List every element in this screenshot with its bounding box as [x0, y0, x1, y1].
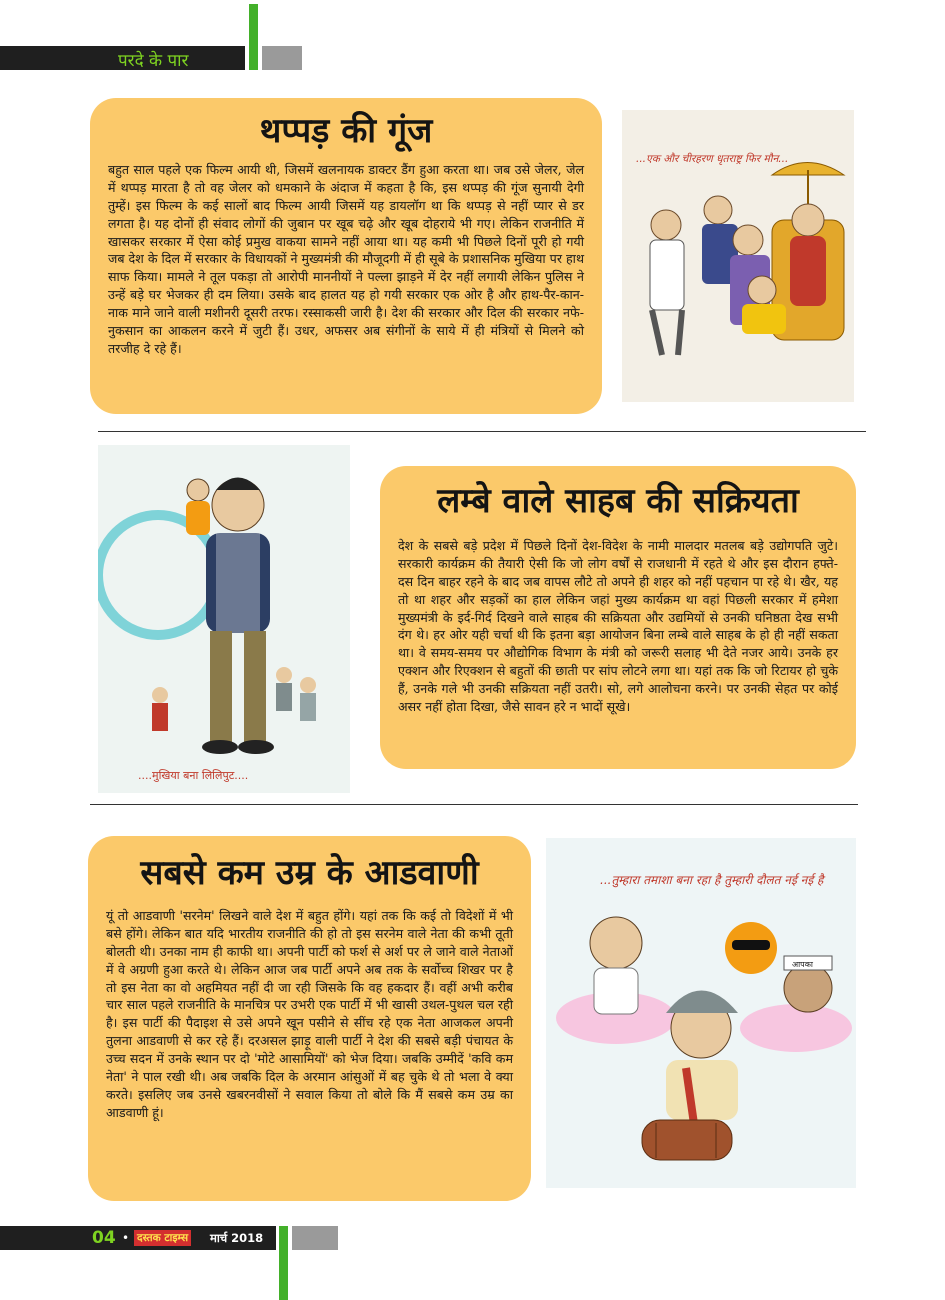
header-grey-block [262, 46, 302, 70]
cartoon-3 [546, 838, 856, 1188]
article-title-2: लम्बे वाले साहब की सक्रियता [437, 481, 799, 521]
cartoon-2 [98, 445, 350, 793]
section-title: परदे के पार [118, 51, 189, 71]
cartoon-1-caption: ...एक और चीरहरण धृतराष्ट्र फिर मौन... [636, 153, 789, 165]
cartoon-2-caption: ....मुखिया बना लिलिपुट.... [138, 769, 249, 782]
footer-bullet: • [122, 1231, 130, 1245]
divider-2 [90, 804, 858, 805]
cartoon-2-illustration [98, 445, 350, 793]
article-box-2 [380, 466, 856, 769]
article-title-3: सबसे कम उम्र के आडवाणी [140, 853, 479, 893]
cartoon-1-illustration [622, 110, 854, 402]
magazine-logo: दस्तक टाइम्स [134, 1230, 191, 1246]
issue-date: मार्च 2018 [210, 1231, 264, 1245]
article-title-1: थप्पड़ की गूंज [259, 111, 433, 151]
footer-green-accent [279, 1226, 288, 1300]
page-number: 04 [92, 1228, 116, 1248]
cartoon-1 [622, 110, 854, 402]
article-box-1 [90, 98, 602, 414]
header-green-accent [249, 4, 258, 70]
divider-1 [98, 431, 866, 432]
article-body-1: बहुत साल पहले एक फिल्म आयी थी, जिसमें खलनायक डाक्टर डैंग हुआ करता था। जब उसे जेलर, जेल में थप्पड़ मारता है तो वह जेलर को धमकाने के अंदाज में कहता है कि, इस थप्पड़ की गूंज सुनायी देगी तुम्हें। इस फिल्म के कई सालों बाद फिल्म आयी जिसमें यह डायलॉग था कि थप्पड़ से नहीं प्यार से डर लगता है। यह दोनों ही संवाद लोगों की जुबान पर खूब चढ़े और खूब दोहराये भी गए। लेकिन राजनीति में खासकर सरकार में ऐसा कोई प्रमुख वाकया सामने नहीं आया था। यह कमी भी पिछले दिनों पूरी हो गयी जब देश के दिल में सरकार के विधायकों ने मुख्यमंत्री की मौजूदगी में ही सूबे के प्रशासनिक मुखिया पर हाथ साफ किया। मामले ने तूल पकड़ा तो आरोपी माननीयों ने पल्ला झाड़ने में देर नहीं लगायी लेकिन पुलिस ने उन्हें बड़े घर भेजकर ही दम लिया। उसके बाद हालत यह हो गयी सरकार एक ओर है और हाथ-पैर-कान-नाक माने जाने वाली मशीनरी दूसरी तरफ। रस्साकसी जारी है। देश की सरकार और दिल की सरकार नफे-नुकसान का आकलन करने में जुटी हैं। उधर, अफसर अब संगीनों के साये में ही मंत्रियों से मिलने को तरजीह दे रहे हैं। [108, 162, 584, 356]
article-body-2: देश के सबसे बड़े प्रदेश में पिछले दिनों देश-विदेश के नामी मालदार मतलब बड़े उद्योगपति जुटे। सरकारी कार्यक्रम की तैयारी ऐसी कि जो लोग वर्षों से राजधानी में रहते थे और इस दौरान हफ्ते-दस दिन बाहर रहने के बाद जब वापस लौटे तो अपने ही शहर को नहीं पहचान पा रहे थे। खैर, यह तो था शहर और सड़कों का हाल लेकिन जहां मुख्य कार्यक्रम था वहां पिछली सरकार में हमेशा मुख्यमंत्री के इर्द-गिर्द दिखने वाले साहब की सक्रियता और उद्यमियों से उनकी घनिष्ठता देख सभी दंग थे। हर ओर यही चर्चा थी कि इतना बड़ा आयोजन बिना लम्बे वाले साहब के हो ही नहीं सकता था। वे समय-समय पर औद्योगिक विभाग के मंत्री को जरूरी सलाह भी देते नजर आये। उनके हर एक्शन और रिएक्शन से बहुतों की छाती पर सांप लोटने लगा था। यहां तक कि जो रिटायर हो चुके हैं, उनके गले भी उनकी सक्रियता नहीं उतरी। सो, लगे आलोचना करने। पर उनकी सेहत पर कोई असर नहीं होता दिखा, जैसे सावन हरे न भादों सूखे। [398, 538, 838, 714]
article-box-3 [88, 836, 531, 1201]
cartoon-3-caption: ...तुम्हारा तमाशा बना रहा है तुम्हारी दौलत नई नई है [600, 873, 824, 887]
footer-grey-block [292, 1226, 338, 1250]
cartoon-3-illustration [546, 838, 856, 1188]
cap-label: आपका [792, 960, 813, 969]
article-body-3: यूं तो आडवाणी 'सरनेम' लिखने वाले देश में बहुत होंगे। यहां तक कि कई तो विदेशों में भी बसे होंगे। लेकिन बात यदि भारतीय राजनीति की हो तो इस सरनेम वाले नेता की कभी तूती बोलती थी। उनका नाम ही काफी था। अपनी पार्टी को फर्श से अर्श पर ले जाने वाले नेताओं में वे अग्रणी हुआ करते थे। लेकिन आज जब पार्टी अपने अब तक के सर्वोच्च शिखर पर है तो इस नेता का वो अहमियत नहीं दी जा रही जिसके कि वह हकदार हैं। वहीं अभी करीब चार साल पहले राजनीति के मानचित्र पर उभरी एक पार्टी में भी खासी उथल-पुथल चल रही है। इस पार्टी की पैदाइश से उसे अपने खून पसीने से सींच रहे एक नेता आजकल अपनी तुलना आडवाणी से कर रहे हैं। दरअसल झाड़ू वाली पार्टी ने देश की सबसे बड़ी पंचायत के उच्च सदन में उनके स्थान पर दो 'मोटे आसामियों' को भेज दिया। जबकि उम्मीदें 'कवि कम नेता' ने पाल रखी थी। अब जबकि दिल के अरमान आंसुओं में बह चुके थे तो भला वे क्या करते। इसलिए जब उनसे खबरनवीसों ने सवाल किया तो बोले कि मैं सबसे कम उम्र का आडवाणी हूं। [106, 908, 513, 1120]
